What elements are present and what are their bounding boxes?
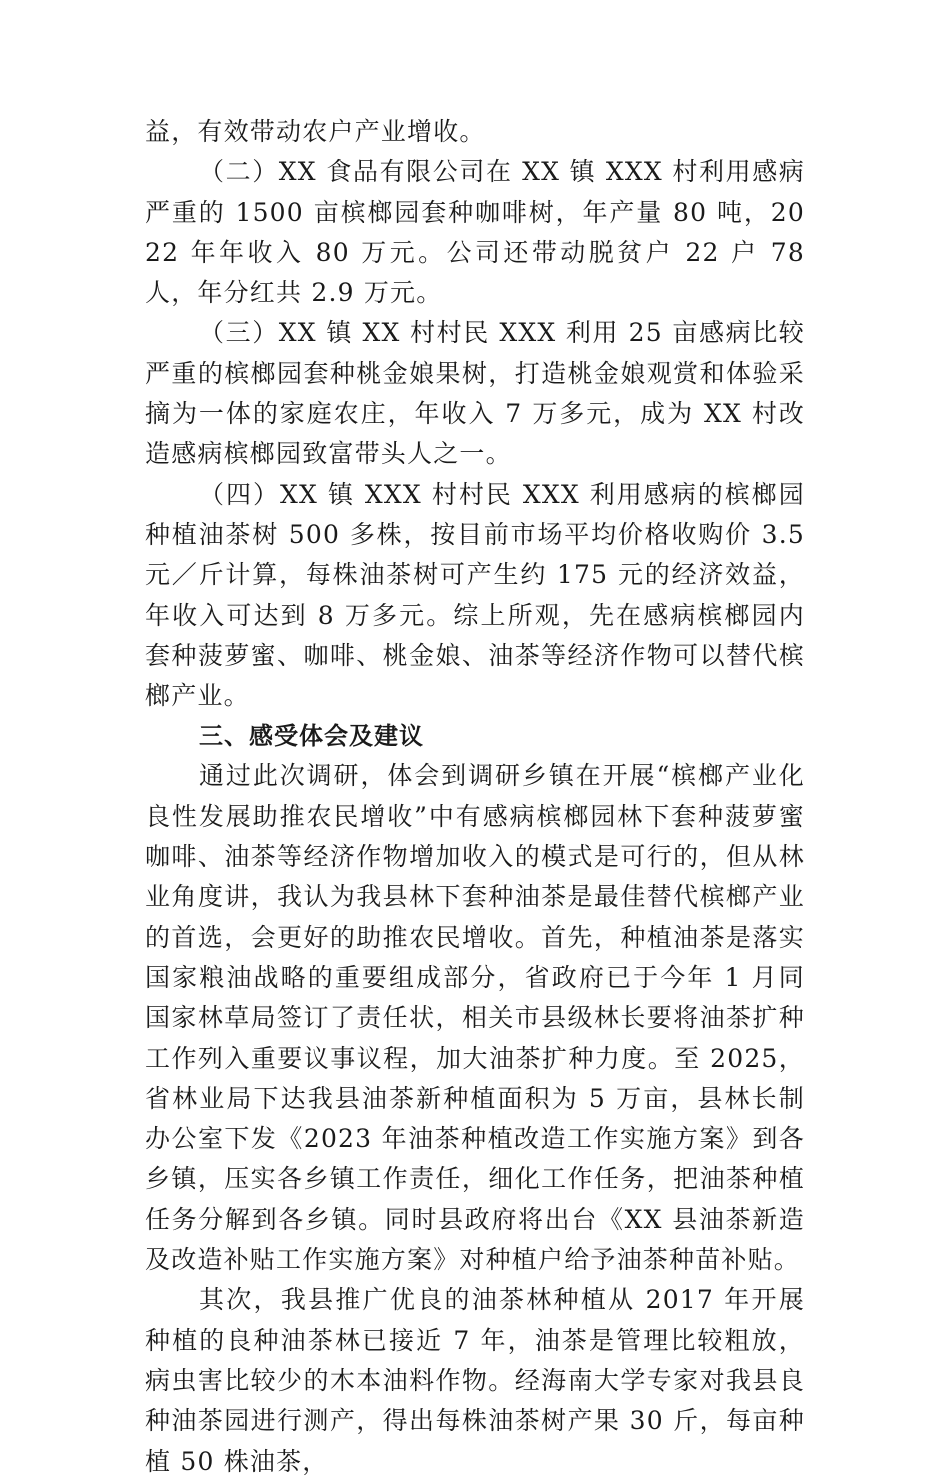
paragraph-case-three: （三）XX 镇 XX 村村民 XXX 利用 25 亩感病比较严重的槟榔园套种桃金娘果树，打造桃金娘观赏和体验采摘为一体的家庭农庄，年收入 7 万多元，成为 XX 村改造感病槟榔园致富带头人之一。 (145, 318, 805, 469)
paragraph-case-two: （二）XX 食品有限公司在 XX 镇 XXX 村利用感病严重的 1500 亩槟榔园套种咖啡树，年产量 80 吨，2022 年年收入 80 万元。公司还带动脱贫户 22 户 78 人，年分红共 2.9 万元。 (145, 157, 805, 308)
section-heading: 三、感受体会及建议 (199, 722, 424, 751)
paragraph-second-point: 其次，我县推广优良的油茶林种植从 2017 年开展种植的良种油茶林已接近 7 年，油茶是管理比较粗放，病虫害比较少的木本油料作物。经海南大学专家对我县良种油茶园进行测产，得出每株油茶树产果 30 斤，每亩种植 50 株油茶， (145, 1285, 805, 1476)
paragraph-case-four: （四）XX 镇 XXX 村村民 XXX 利用感病的槟榔园种植油茶树 500 多株，按目前市场平均价格收购价 3.5 元／斤计算，每株油茶树可产生约 175 元的经济效益，年收入可达到 8 万多元。综上所观，先在感病槟榔园内套种菠萝蜜、咖啡、桃金娘、油茶等经济作物可以替代槟榔产业。 (145, 479, 805, 711)
paragraph-continuation: 益，有效带动农户产业增收。 (145, 117, 486, 146)
paragraph-reflection: 通过此次调研，体会到调研乡镇在开展“槟榔产业化良性发展助推农民增收”中有感病槟榔园林下套种菠萝蜜咖啡、油茶等经济作物增加收入的模式是可行的，但从林业角度讲，我认为我县林下套种油茶是最佳替代槟榔产业的首选，会更好的助推农民增收。首先，种植油茶是落实国家粮油战略的重要组成部分，省政府已于今年 1 月同国家林草局签订了责任状，相关市县级林长要将油茶扩种工作列入重要议事议程，加大油茶扩种力度。至 2025，省林业局下达我县油茶新种植面积为 5 万亩，县林长制办公室下发《2023 年油茶种植改造工作实施方案》到各乡镇，压实各乡镇工作责任，细化工作任务，把油茶种植任务分解到各乡镇。同时县政府将出台《XX 县油茶新造及改造补贴工作实施方案》对种植户给予油茶种苗补贴。 (145, 761, 805, 1275)
document-body (145, 112, 805, 1482)
